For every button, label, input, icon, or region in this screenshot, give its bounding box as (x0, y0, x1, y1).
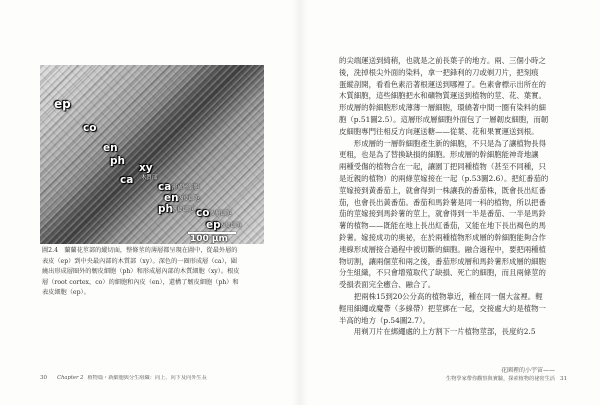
paragraph (339, 55, 564, 138)
micrograph-label-co-inner: co (196, 207, 210, 219)
text-line: 圖2.4 蘭蘭花莖部的縱切面，整條莖的薄層都呈現在圖中，從最外層的 (42, 247, 238, 254)
page-gutter (292, 0, 308, 405)
text-line: 皮細胞專門往相反方向運送糖——從葉、花和果實運送到根。 (339, 126, 539, 136)
chapter-title: 植物篇・新細胞與分生組織：向上、向下及向外生長 (87, 375, 207, 381)
micrograph-label-co-inner-name: 皮層細胞 (210, 211, 232, 217)
page-number: 30 (40, 375, 48, 381)
micrograph-label-ca-inner: ca (158, 181, 172, 193)
text-line: 更粗，也是為了替換缺損的細胞。形成層的幹細胞能神奇地讓 (339, 150, 539, 160)
text-line: 蛋縱剖開，看看色素沿著根運送到哪裡了。色素會標示出所在的 (339, 79, 546, 89)
text-line: 表皮細胞（ep）。 (42, 289, 90, 297)
text-line: 是近親的植物）的兩條莖嫁接在一起（p.53圖2.6）。把紅番茄的 (339, 173, 549, 183)
paragraph (339, 291, 564, 326)
text-line: 半高的地方（p.54圖2.7）。 (339, 315, 431, 325)
micrograph-label-xy-name: 木質部 (141, 175, 158, 181)
page-number: 31 (560, 376, 568, 382)
text-line: 連線形成層接合過程中被切斷的細胞。融合過程中，要把兩種植 (339, 244, 546, 254)
micrograph-label-ca-inner-name: 形成層細胞 (172, 185, 199, 191)
text-line: 形成層的一層幹細胞產生新的細胞，不只是為了讓植物長得 (353, 138, 546, 148)
micrograph-label-co-outer: co (83, 122, 97, 134)
text-line: 木質細胞，這些細胞把水和礦物質運送到植物的莖、花、葉實。 (339, 91, 546, 101)
text-line: 輕用細繩或魔帶（多線帶）把莖綁在一起，交接處大約是植物一 (339, 303, 546, 313)
micrograph-label-xy: xy (139, 162, 153, 174)
micrograph-label-ep-outer: ep (54, 97, 71, 111)
left-page-footer (40, 375, 280, 382)
text-line: 用剃刀片在綁繩處的上方割下一片植物莖部，長度約2.5 (353, 327, 536, 337)
book-title: 花園裡的小宇宙—— (500, 367, 555, 374)
body-text (339, 55, 564, 338)
micrograph-label-ph-inner: ph (158, 203, 173, 215)
paragraph (339, 138, 564, 291)
text-line: 的尖端運送到綺稍，也就是之前長葉子的地方。兩、三個小時之 (339, 56, 546, 65)
micrograph-label-ph-outer: ph (110, 155, 125, 167)
text-line: 莖嫁接到黃番茄上，就會得到一株讓我的番茄株，既會長出紅番 (339, 185, 546, 195)
micrograph-label-ep-inner: ep (206, 219, 221, 231)
text-line: 分生組織，不只會增殖取代了缺損、死亡的細胞，而且兩條莖的 (339, 268, 546, 278)
chapter-label: Chapter 2 (57, 375, 84, 381)
text-line: 物切割，讓兩個莖和兩之後，番茄形成層和馬鈴薯形成層的細胞 (339, 256, 546, 266)
text-line: 層（root cortex，co）的細胞和內皮（en），還構了韌皮細胞（ph）和 (42, 278, 239, 286)
micrograph-label-en-inner-name: 內皮細胞 (178, 196, 200, 202)
micrograph-label-ep-inner-name: 表皮細胞 (220, 223, 242, 229)
text-line: 胞（p.51圖2.5）。這層形成層細胞外面包了一層韌皮細胞，而韌 (339, 114, 549, 124)
text-line: 鈴薯。嫁接成功的奧祕，在於兩種植物形成層的幹細胞能夠合作 (339, 232, 546, 242)
text-line: 茄的莖嫁接到馬鈴薯的莖上，就會得到一半是番茄、一半是馬鈴 (339, 209, 546, 219)
micrograph-label-ca-outer: ca (120, 174, 134, 186)
right-page-footer (420, 367, 555, 383)
stem-micrograph (40, 65, 264, 244)
text-line: 表皮（ep）到中央最內部的木質部（xy）。深色的一圈形成層（ca），圍 (42, 257, 237, 265)
text-line: 後，洗掉根尖外面的染料，拿一把鋒利的刀或剃刀片，把刻痕 (339, 67, 539, 77)
text-line: 兩種受傷的植物合在一起，讓園丁把同種植物（甚至不同種，只 (339, 162, 546, 172)
scale-bar-label: 100 μm (190, 234, 228, 244)
figure-caption (42, 246, 266, 299)
text-line: 形成層的幹細胞形成薄薄一層細胞，環繞著中間一圈有染料的細 (339, 103, 546, 113)
text-line: 受損表面完全癒合、融合了。 (339, 280, 436, 290)
book-subtitle: 生物學家帶你觀察與實驗，探索植物的祕密生活 (446, 376, 555, 382)
text-line: 茄，也會長出黃番茄。番茄和馬鈴薯是同一科的植物，所以把番 (339, 197, 546, 207)
paragraph (339, 326, 564, 338)
text-line: 繞出形成層圈外的韌皮細胞（ph）和形成層內部的木質細胞（xy）。根皮 (42, 268, 240, 276)
micrograph-label-en-outer: en (103, 142, 118, 154)
text-line: 薯的植物——既能在地上長出紅番茄，又能在地下長出褐色的馬 (339, 221, 546, 231)
micrograph-label-ph-inner-name: 韌皮細胞 (172, 207, 194, 213)
text-line: 把兩株15到20公分高的植物靠近，種在同一個大盆裡。輕 (353, 291, 543, 301)
micrograph-label-en-inner: en (164, 192, 179, 204)
